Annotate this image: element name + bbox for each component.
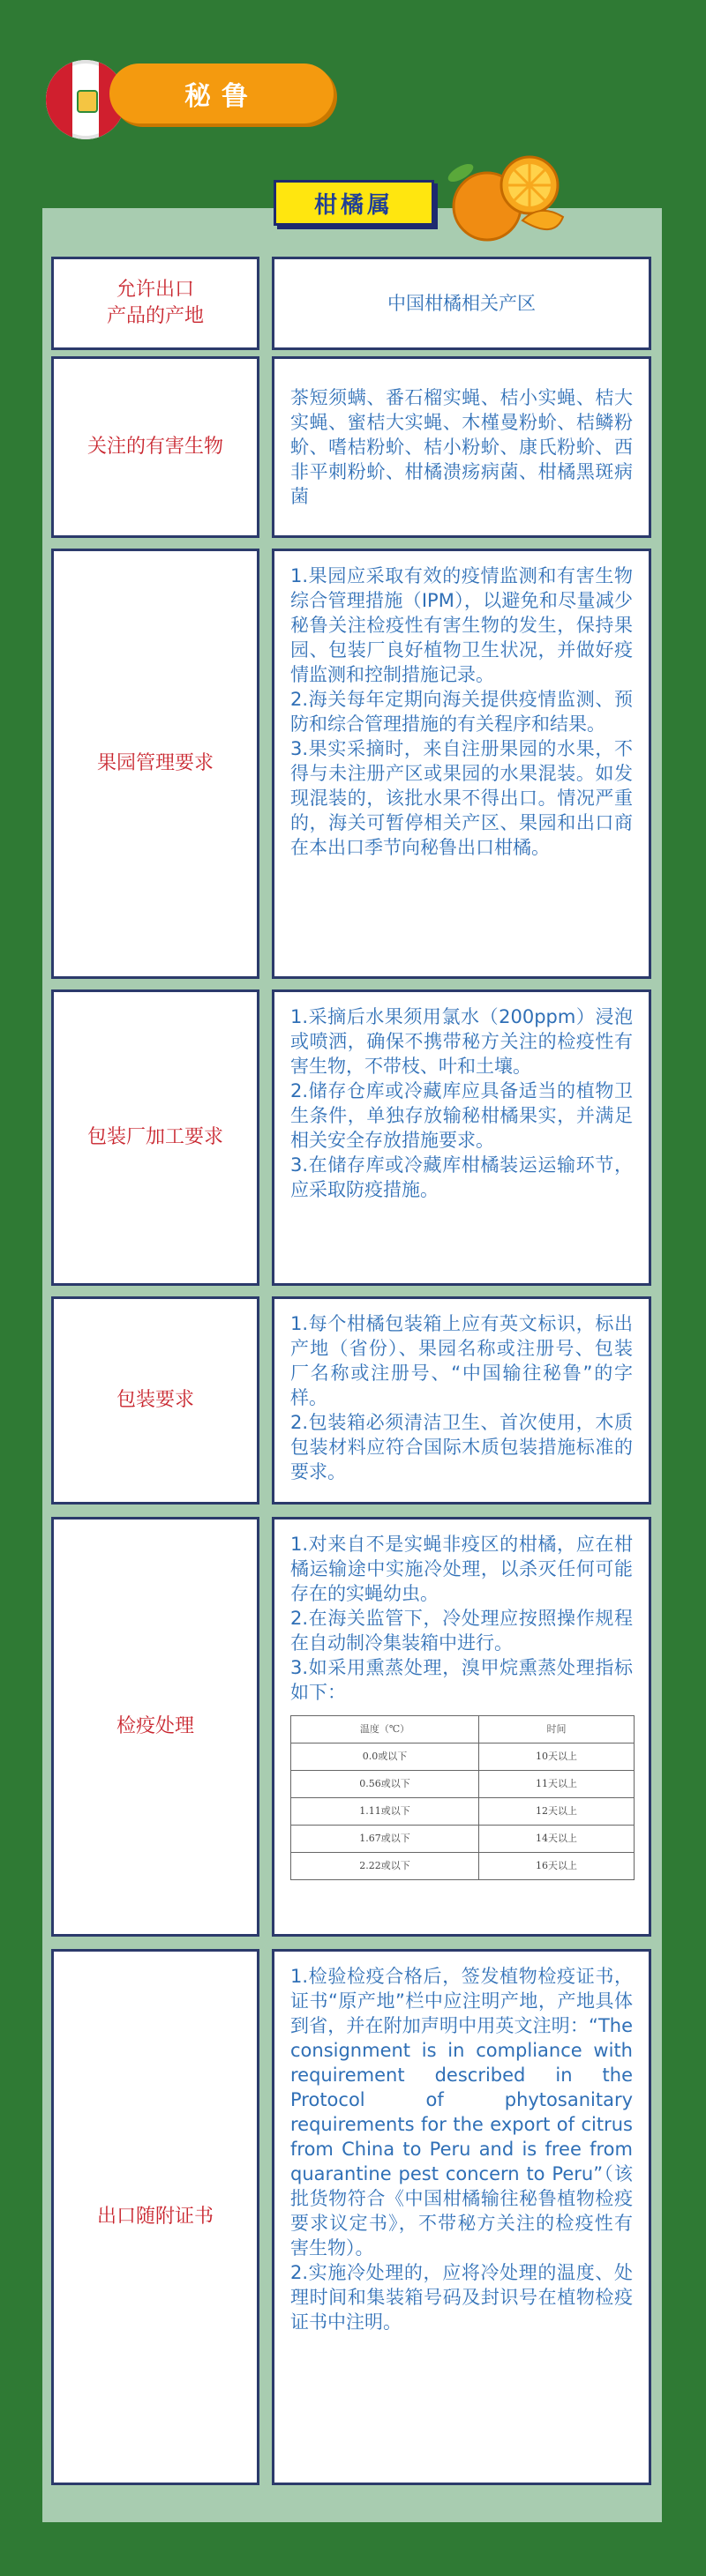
row-label: 包装要求 — [51, 1296, 259, 1505]
table-row — [291, 1743, 635, 1771]
row-origin — [51, 257, 651, 350]
row-text: 1.每个柑橘包装箱上应有英文标识，标出产地（省份）、果园名称或注册号、包装厂名称或注册号、“中国输往秘鲁”的字样。 — [290, 1313, 633, 1408]
row-content — [272, 1296, 651, 1505]
row-content — [272, 1517, 651, 1937]
table-cell: 11天以上 — [478, 1771, 634, 1798]
table-header: 时间 — [478, 1716, 634, 1743]
country-header — [46, 60, 286, 123]
row-certificate — [51, 1949, 651, 2485]
row-content — [272, 257, 651, 350]
row-packaging — [51, 1296, 651, 1505]
table-cell: 1.67或以下 — [291, 1826, 479, 1853]
table-cell: 0.56或以下 — [291, 1771, 479, 1798]
table-row — [291, 1826, 635, 1853]
row-text: 2.海关每年定期向海关提供疫情监测、预防和综合管理措施的有关程序和结果。 — [290, 689, 633, 735]
row-label: 出口随附证书 — [51, 1949, 259, 2485]
table-cell: 12天以上 — [478, 1798, 634, 1826]
orange-fruit-icon — [425, 143, 575, 249]
row-text: 1.检验检疫合格后，签发植物检疫证书，证书“原产地”栏中应注明产地，产地具体到省，并在附加声明中用英文注明：“The consignment is in compliance with requirement described in the Protocol of phytosanitary requirements for the export of citrus from China to Peru and is free from quarantine pest concern to Peru”（该批货物符合《中国柑橘输往秘鲁植物检疫要求议定书》，不带秘方关注的检疫性有害生物）。 — [290, 1966, 633, 2259]
row-label: 允许出口 产品的产地 — [51, 257, 259, 350]
country-title: 秘鲁 — [109, 63, 334, 123]
table-cell: 14天以上 — [478, 1826, 634, 1853]
table-row — [291, 1798, 635, 1826]
table-row — [291, 1771, 635, 1798]
table-cell: 1.11或以下 — [291, 1798, 479, 1826]
row-orchard — [51, 549, 651, 979]
row-text: 1.对来自不是实蝇非疫区的柑橘，应在柑橘运输途中实施冷处理，以杀灭任何可能存在的实蝇幼虫。 — [290, 1534, 633, 1604]
row-text: 3.如采用熏蒸处理，溴甲烷熏蒸处理指标如下： — [290, 1657, 633, 1703]
row-text: 3.在储存库或冷藏库柑橘装运运输环节，应采取防疫措施。 — [290, 1154, 633, 1200]
row-text: 2.储存仓库或冷藏库应具备适当的植物卫生条件，单独存放输秘柑橘果实，并满足相关安全存放措施要求。 — [290, 1080, 633, 1151]
row-packhouse — [51, 989, 651, 1286]
row-content — [272, 1949, 651, 2485]
row-content — [272, 549, 651, 979]
row-text: 2.实施冷处理的，应将冷处理的温度、处理时间和集装箱号码及封识号在植物检疫证书中注明。 — [290, 2262, 633, 2333]
table-row — [291, 1853, 635, 1880]
row-text: 2.包装箱必须清洁卫生、首次使用，木质包装材料应符合国际木质包装措施标准的要求。 — [290, 1412, 633, 1482]
table-cell: 16天以上 — [478, 1853, 634, 1880]
fumigation-table — [290, 1715, 635, 1880]
row-text: 3.果实采摘时，来自注册果园的水果，不得与未注册产区或果园的水果混装。如发现混装的，该批水果不得出口。情况严重的，海关可暂停相关产区、果园和出口商在本出口季节向秘鲁出口柑橘。 — [290, 738, 633, 858]
row-label: 包装厂加工要求 — [51, 989, 259, 1286]
row-label: 果园管理要求 — [51, 549, 259, 979]
row-pests — [51, 356, 651, 538]
row-text: 1.采摘后水果须用氯水（200ppm）浸泡或喷洒，确保不携带秘方关注的检疫性有害生物，不带枝、叶和土壤。 — [290, 1006, 633, 1077]
row-label: 检疫处理 — [51, 1517, 259, 1937]
row-text: 茶短须螨、番石榴实蝇、桔小实蝇、桔大实蝇、蜜桔大实蝇、木槿曼粉蚧、桔鳞粉蚧、嗜桔粉蚧、桔小粉蚧、康氏粉蚧、西非平刺粉蚧、柑橘溃疡病菌、柑橘黑斑病菌 — [290, 387, 633, 507]
table-cell: 0.0或以下 — [291, 1743, 479, 1771]
genus-title: 柑橘属 — [274, 180, 434, 226]
row-quarantine — [51, 1517, 651, 1937]
row-label: 关注的有害生物 — [51, 356, 259, 538]
table-header: 温度（℃） — [291, 1716, 479, 1743]
row-content — [272, 989, 651, 1286]
row-content — [272, 356, 651, 538]
table-cell: 10天以上 — [478, 1743, 634, 1771]
row-text: 中国柑橘相关产区 — [387, 293, 536, 314]
table-cell: 2.22或以下 — [291, 1853, 479, 1880]
row-text: 1.果园应采取有效的疫情监测和有害生物综合管理措施（IPM），以避免和尽量减少秘鲁关注检疫性有害生物的发生，保持果园、包装厂良好植物卫生状况，并做好疫情监测和控制措施记录。 — [290, 565, 633, 685]
row-text: 2.在海关监管下，冷处理应按照操作规程在自动制冷集装箱中进行。 — [290, 1608, 633, 1654]
